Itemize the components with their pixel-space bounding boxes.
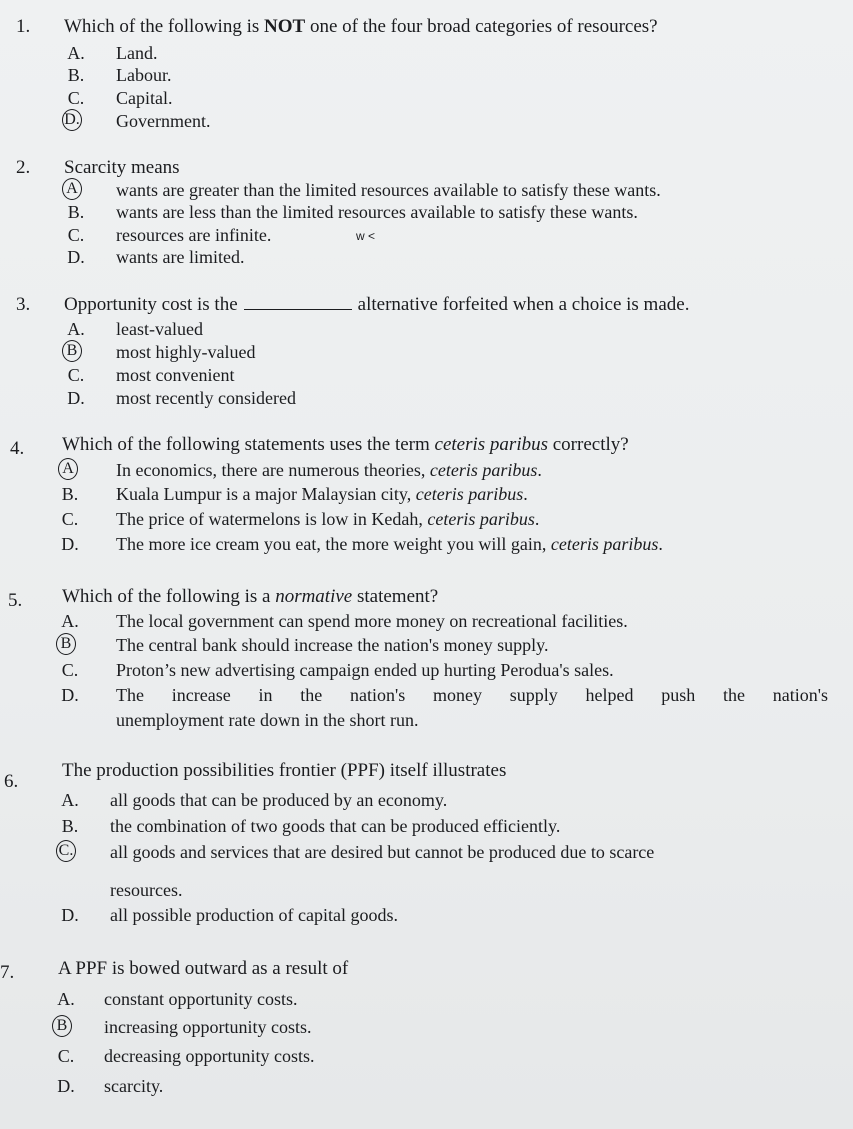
question-number: 7. — [0, 962, 15, 983]
circled-answer: D. — [62, 109, 82, 131]
question-number: 6. — [4, 771, 19, 792]
question-stem: Opportunity cost is the alternative forfeited when a choice is made. — [64, 294, 690, 315]
question-stem: Scarcity means — [64, 157, 180, 178]
question-number: 5. — [8, 590, 23, 611]
question-number: 1. — [16, 16, 31, 37]
circled-answer: C. — [56, 840, 76, 862]
circled-answer: B — [52, 1015, 72, 1037]
question-number: 3. — [16, 294, 31, 315]
question-number: 2. — [16, 157, 31, 178]
question-stem: A PPF is bowed outward as a result of — [58, 958, 349, 979]
worksheet-page: 1. Which of the following is NOT one of the four broad categories of resources? A. Land. B. Labour. C. Capital. D. Government. 2. Scarcity means A wants are greater than the limited resources available to satisfy these wants. B. wants are less than the limited resources available to satisfy these wants. C. resources are infinite. w < D. wants are limited. 3. Opportunity cost is the alternative forfeited when a choice is made. A. least-valued B most highly-valued C. most convenient D. most recently considered 4. Which of the following statements uses the term ceteris paribus correctly? A In economics, there are numerous theories, ceteris paribus. B. Kuala Lumpur is a major Malaysian city, ceteris paribus. C. The price of watermelons is low in Kedah, ceteris paribus. D. The more ice cream you eat, the more weight you will gain, ceteris paribus. 5. Which of the following is a normative statement? A. The local government can spend more money on recreational facilities. B The central bank should increase the nation's money supply. C. Proton’s new advertising campaign ended up hurting Perodua's sales. D. The increase in the nation's money supply helped push the nation's unemployment rate down in the short run. 6. The production possibilities frontier (PPF) itself illustrates A. all goods that can be produced by an economy. B. the combination of two goods that can be produced efficiently. C. all goods and services that are desired but cannot be produced due to scarce resources. D. all possible production of capital goods. 7. A PPF is bowed outward as a result of A. constant opportunity costs. B increasing opportunity costs. C. decreasing opportunity costs. D. scarcity. — [0, 0, 853, 1129]
circled-answer: B — [62, 340, 82, 362]
handwritten-note: w < — [356, 229, 376, 243]
question-stem: Which of the following statements uses the term ceteris paribus correctly? — [62, 434, 629, 455]
question-stem: Which of the following is NOT one of the four broad categories of resources? — [64, 16, 658, 37]
question-number: 4. — [10, 438, 25, 459]
question-stem: The production possibilities frontier (PPF) itself illustrates — [62, 760, 507, 781]
circled-answer: A — [62, 178, 82, 200]
fill-in-blank — [244, 309, 352, 310]
question-stem: Which of the following is a normative statement? — [62, 586, 439, 607]
circled-answer: A — [58, 458, 78, 480]
circled-answer: B — [56, 633, 76, 655]
